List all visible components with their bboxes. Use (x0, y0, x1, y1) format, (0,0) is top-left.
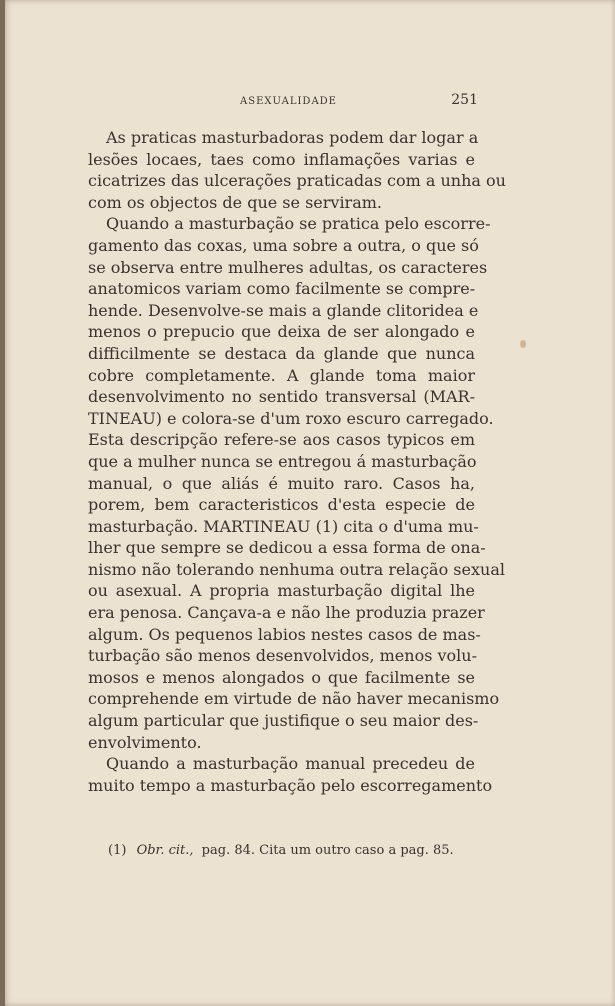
text-line: menos o prepucio que deixa de ser alongado e (88, 322, 475, 342)
text-line: manual, o que aliás é muito raro. Casos ha, (88, 473, 475, 493)
text-line: desenvolvimento no sentido transversal (MAR- (88, 387, 475, 407)
text-line: hende. Desenvolve-se mais a glande clitoridea e (88, 300, 479, 320)
text-line: turbação são menos desenvolvidos, menos volu- (88, 646, 477, 666)
text-line: masturbação. MARTINEAU (1) cita o d'uma mu- (88, 516, 479, 536)
text-line: Quando a masturbação manual precedeu de (106, 754, 475, 774)
text-line: porem, bem caracteristicos d'esta especie de (88, 495, 475, 515)
text-line: nismo não tolerando nenhuma outra relação sexual (88, 559, 505, 579)
text-line: gamento das coxas, uma sobre a outra, o que só (88, 235, 479, 255)
text-line: difficilmente se destaca da glande que nunca (88, 343, 475, 363)
text-line: com os objectos de que se serviram. (88, 192, 382, 212)
running-head: ASEXUALIDADE (240, 96, 337, 107)
text-line: As praticas masturbadoras podem dar logar a (106, 128, 479, 147)
page-number: 251 (451, 92, 478, 108)
text-line: algum. Os pequenos labios nestes casos de mas- (88, 624, 481, 644)
text-line: mosos e menos alongados o que facilmente se (88, 667, 475, 687)
page-header (88, 92, 478, 108)
footnote-marker: (1) (108, 843, 127, 858)
paper-stain (520, 340, 526, 348)
text-line: anatomicos variam como facilmente se compre- (88, 279, 476, 299)
text-line: TINEAU) e colora-se d'um roxo escuro carregado. (88, 408, 494, 428)
body-text (88, 127, 506, 796)
text-line: lher que sempre se dedicou a essa forma de ona- (88, 538, 486, 558)
text-line: comprehende em virtude de não haver mecanismo (88, 689, 500, 709)
footnote (108, 843, 454, 858)
text-line: que a mulher nunca se entregou á masturbação (88, 451, 477, 471)
text-line: muito tempo a masturbação pelo escorregamento (88, 775, 493, 795)
text-line: algum particular que justifique o seu maior des- (88, 711, 479, 731)
text-line: ou asexual. A propria masturbação digital lhe (88, 581, 475, 601)
text-line: Esta descripção refere-se aos casos typicos em (88, 430, 475, 450)
footnote-text: pag. 84. Cita um outro caso a pag. 85. (201, 843, 454, 858)
text-line: se observa entre mulheres adultas, os caracteres (88, 257, 488, 277)
book-spine-shadow (0, 0, 5, 1006)
text-line: lesões locaes, taes como inflamações varias e (88, 149, 475, 169)
footnote-source: Obr. cit., (136, 843, 194, 858)
text-line: cobre completamente. A glande toma maior (88, 365, 475, 385)
text-line: Quando a masturbação se pratica pelo escorre- (106, 214, 491, 234)
text-line: cicatrizes das ulcerações praticadas com a unha ou (88, 171, 506, 191)
text-line: envolvimento. (88, 732, 202, 752)
text-line: era penosa. Cançava-a e não lhe produzia prazer (88, 603, 485, 623)
